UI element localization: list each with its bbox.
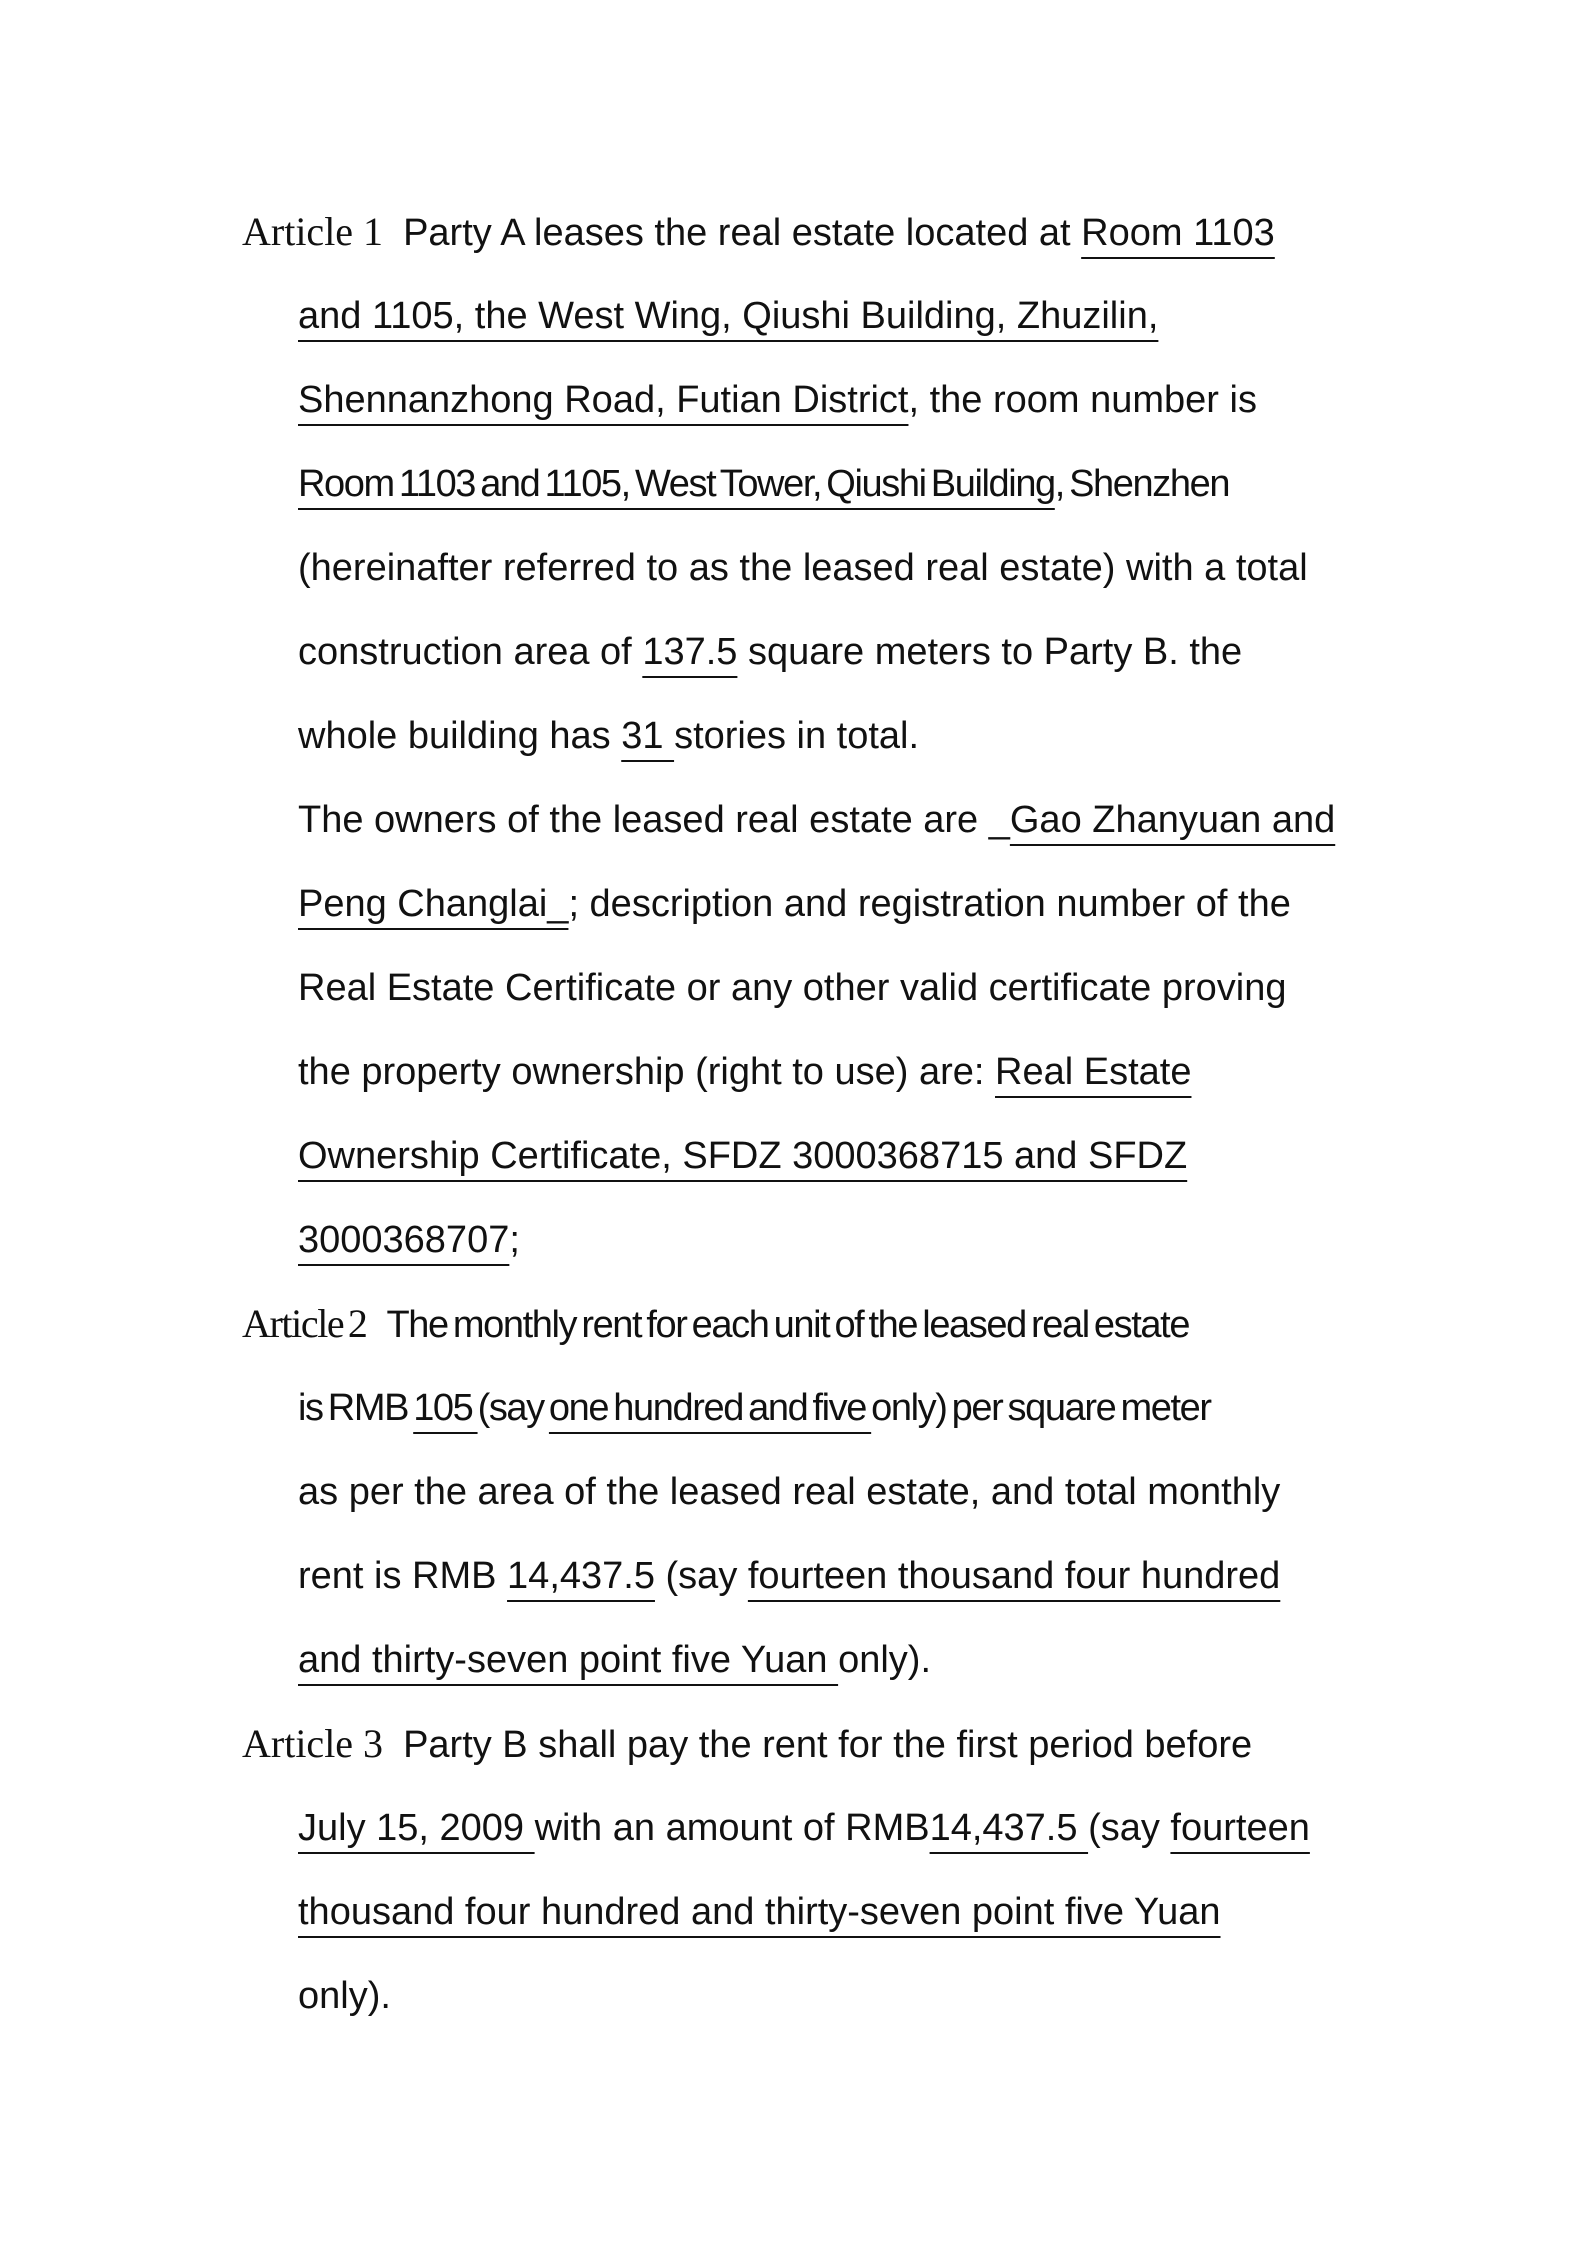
text-segment: whole building has bbox=[298, 715, 622, 757]
article-3-line-2 bbox=[298, 1786, 1362, 1870]
text-segment: Party B shall pay the rent for the first period before bbox=[403, 1724, 1253, 1766]
article-1-line-3 bbox=[298, 358, 1362, 442]
filled-blank: Gao Zhanyuan and bbox=[1009, 799, 1336, 841]
filled-blank: Room 1103 bbox=[1081, 212, 1275, 254]
article-1-line-2 bbox=[298, 274, 1362, 358]
article-2-line-4 bbox=[298, 1534, 1362, 1618]
article-1-line-6 bbox=[298, 610, 1362, 694]
text-segment: The monthly rent for each unit of the leased real estate bbox=[386, 1304, 1190, 1346]
filled-blank: 3000368707 bbox=[298, 1219, 510, 1261]
article-3-line-3 bbox=[298, 1870, 1362, 1954]
text-segment: only). bbox=[298, 1975, 391, 2017]
filled-blank: thousand four hundred and thirty-seven point five Yuan bbox=[298, 1891, 1221, 1933]
filled-blank: Shennanzhong Road, Futian District bbox=[298, 379, 909, 421]
filled-blank: and thirty-seven point five Yuan bbox=[298, 1639, 839, 1681]
filled-blank: Ownership Certificate, SFDZ 3000368715 and SFDZ bbox=[298, 1135, 1188, 1177]
article-label: Article 3 bbox=[242, 1721, 384, 1766]
text-segment: as per the area of the leased real estate, and total monthly bbox=[298, 1471, 1281, 1513]
article-3-line-1 bbox=[242, 1702, 1362, 1786]
article-1 bbox=[242, 190, 1362, 1282]
text-segment: stories in total. bbox=[674, 715, 920, 757]
filled-blank: 105 bbox=[413, 1387, 478, 1429]
text-segment: (say bbox=[1088, 1807, 1171, 1849]
article-1-line-5 bbox=[298, 526, 1362, 610]
text-segment: Party A leases the real estate located at bbox=[403, 212, 1082, 254]
article-2-line-3 bbox=[298, 1450, 1362, 1534]
text-segment: (say bbox=[477, 1387, 549, 1429]
text-segment: , the room number is bbox=[908, 379, 1257, 421]
text-segment: Real Estate Certificate or any other valid certificate proving bbox=[298, 967, 1287, 1009]
filled-blank: Room 1103 and 1105, West Tower, Qiushi Building bbox=[298, 463, 1055, 505]
filled-blank: Peng Changlai_ bbox=[298, 883, 569, 925]
article-2 bbox=[242, 1282, 1362, 1702]
filled-blank: 14,437.5 bbox=[929, 1807, 1089, 1849]
text-segment: (say bbox=[654, 1555, 748, 1597]
text-segment: square meters to Party B. the bbox=[737, 631, 1243, 673]
filled-blank: 31 bbox=[621, 715, 675, 757]
filled-blank: Real Estate bbox=[995, 1051, 1192, 1093]
article-3-line-4 bbox=[298, 1954, 1362, 2038]
text-segment: only). bbox=[838, 1639, 932, 1681]
filled-blank: fourteen thousand four hundred bbox=[747, 1555, 1281, 1597]
text-segment: is RMB bbox=[298, 1387, 414, 1429]
filled-blank: 14,437.5 bbox=[507, 1555, 655, 1597]
text-segment: (hereinafter referred to as the leased real estate) with a total bbox=[298, 547, 1308, 589]
article-2-line-1 bbox=[242, 1282, 1362, 1366]
text-segment: the property ownership (right to use) are: bbox=[298, 1051, 996, 1093]
text-segment: , Shenzhen bbox=[1054, 463, 1230, 505]
text-segment: The owners of the leased real estate are _ bbox=[298, 799, 1010, 841]
article-2-line-5 bbox=[298, 1618, 1362, 1702]
article-1-line-13 bbox=[298, 1198, 1362, 1282]
text-segment: rent is RMB bbox=[298, 1555, 508, 1597]
article-1-line-1 bbox=[242, 190, 1362, 274]
filled-blank: one hundred and five bbox=[548, 1387, 872, 1429]
article-2-line-2 bbox=[298, 1366, 1362, 1450]
article-1-line-10 bbox=[298, 946, 1362, 1030]
filled-blank: July 15, 2009 bbox=[298, 1807, 535, 1849]
text-segment: ; bbox=[509, 1219, 520, 1261]
article-3 bbox=[242, 1702, 1362, 2038]
filled-blank: 137.5 bbox=[642, 631, 738, 673]
text-segment: construction area of bbox=[298, 631, 643, 673]
article-1-line-7 bbox=[298, 694, 1362, 778]
article-1-line-8 bbox=[298, 778, 1362, 862]
article-1-line-11 bbox=[298, 1030, 1362, 1114]
article-1-line-12 bbox=[298, 1114, 1362, 1198]
filled-blank: fourteen bbox=[1170, 1807, 1310, 1849]
text-segment: only) per square meter bbox=[871, 1387, 1211, 1429]
article-1-line-4 bbox=[298, 442, 1362, 526]
filled-blank: and 1105, the West Wing, Qiushi Building, Zhuzilin, bbox=[298, 295, 1159, 337]
article-1-line-9 bbox=[298, 862, 1362, 946]
text-segment: with an amount of RMB bbox=[534, 1807, 930, 1849]
article-label: Article 1 bbox=[242, 209, 384, 254]
text-segment: ; description and registration number of the bbox=[568, 883, 1291, 925]
article-label: Article 2 bbox=[242, 1301, 367, 1346]
